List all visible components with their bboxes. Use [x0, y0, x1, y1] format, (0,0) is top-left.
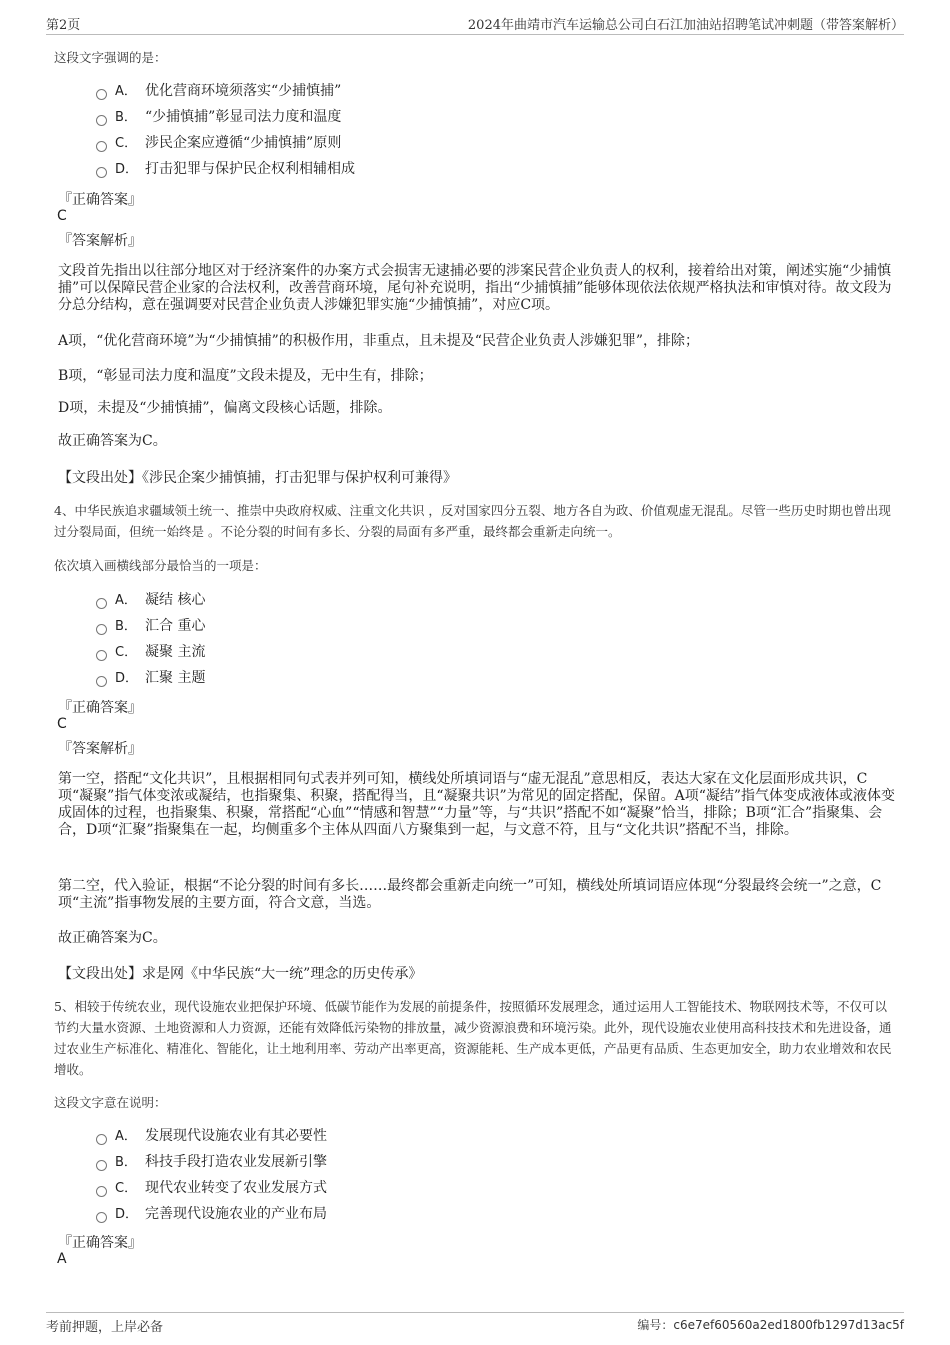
- document-title: 2024年曲靖市汽车运输总公司白石江加油站招聘笔试冲刺题（带答案解析）: [467, 18, 904, 33]
- radio-icon[interactable]: [96, 598, 107, 609]
- q3-option-a[interactable]: A． 优化营商环境须落实“少捕慎捕”: [96, 78, 355, 104]
- q4-intro: 4、中华民族追求疆域领土统一、推崇中央政府权威、注重文化共识 ，反对国家四分五裂、地方各自为政、价值观虚无混乱。尽管一些历史时期也曾出现过分裂局面，但统一始终是 。不论分裂的时间有多长、分裂的局面有多严重，最终都会重新走向统一。: [54, 503, 891, 539]
- q4-option-b[interactable]: B． 汇合 重心: [96, 613, 205, 639]
- radio-icon[interactable]: [96, 1186, 107, 1197]
- radio-icon[interactable]: [96, 89, 107, 100]
- page-header: [46, 14, 904, 35]
- radio-icon[interactable]: [96, 115, 107, 126]
- q4-analysis-second-blank: 第二空，代入验证，根据“不论分裂的时间有多长……最终都会重新走向统一”可知，横线处所填词语应体现“分裂最终会统一”之意，C项“主流”指事物发展的主要方面，符合文意，当选。: [58, 878, 882, 911]
- q3-answer: C: [57, 208, 67, 224]
- q5-intro: 5、相较于传统农业，现代设施农业把保护环境、低碳节能作为发展的前提条件，按照循环发展理念，通过运用人工智能技术、物联网技术等，不仅可以节约大量水资源、土地资源和人力资源，还能有效降低污染物的排放量，减少资源浪费和环境污染。此外，现代设施农业使用高科技技术和先进设备，通过农业生产标准化、精准化、智能化，让土地利用率、劳动产出率更高，资源能耗、生产成本更低，产品更有品质、生态更加安全，助力农业增效和农民增收。: [54, 999, 892, 1077]
- page-number: 第2页: [46, 18, 81, 33]
- q4-analysis-first-blank: 第一空，搭配“文化共识”，且根据相同句式表并列可知，横线处所填词语与“虚无混乱”意思相反，表达大家在文化层面形成共识，C项“凝聚”指气体变浓或凝结，也指聚集、积聚，搭配得当，且“凝聚共识”为常见的固定搭配，保留。A项“凝结”指气体变成液体或液体变成固体的过程，也指聚集、积聚，常搭配“心血”“情感和智慧”“力量”等，与“共识”搭配不如“凝聚”恰当，排除；B项“汇合”指聚集、会合，D项“汇聚”指聚集在一起，均侧重多个主体从四面八方聚集到一起，与文意不符，且与“文化共识”搭配不当，排除。: [58, 771, 896, 838]
- footer-slogan: 考前押题，上岸必备: [46, 1320, 164, 1335]
- document-code-label: 编号：: [637, 1318, 674, 1332]
- q3-analysis-a: A项，“优化营商环境”为“少捕慎捕”的积极作用，非重点，且未提及“民营企业负责人涉嫌犯罪”，排除；: [58, 333, 700, 349]
- radio-icon[interactable]: [96, 650, 107, 661]
- q3-options: [96, 78, 355, 182]
- q4-options: [96, 587, 205, 691]
- q4-option-c[interactable]: C． 凝聚 主流: [96, 639, 205, 665]
- q4-conclusion: 故正确答案为C。: [58, 930, 167, 946]
- document-code-value: c6e7ef60560a2ed1800fb1297d13ac5f: [673, 1318, 904, 1332]
- q4-option-d[interactable]: D． 汇聚 主题: [96, 665, 205, 691]
- q5-option-c[interactable]: C． 现代农业转变了农业发展方式: [96, 1175, 327, 1201]
- q3-option-c[interactable]: C． 涉民企案应遵循“少捕慎捕”原则: [96, 130, 355, 156]
- radio-icon[interactable]: [96, 676, 107, 687]
- radio-icon[interactable]: [96, 1212, 107, 1223]
- q4-option-a[interactable]: A． 凝结 核心: [96, 587, 205, 613]
- q4-answer: C: [57, 716, 67, 732]
- q5-options: [96, 1123, 327, 1227]
- radio-icon[interactable]: [96, 141, 107, 152]
- q5-option-b[interactable]: B． 科技手段打造农业发展新引擎: [96, 1149, 327, 1175]
- q3-analysis-label: 『答案解析』: [58, 233, 142, 249]
- q3-answer-label: 『正确答案』: [58, 192, 142, 208]
- radio-icon[interactable]: [96, 1160, 107, 1171]
- q3-option-b[interactable]: B． “少捕慎捕”彰显司法力度和温度: [96, 104, 355, 130]
- radio-icon[interactable]: [96, 624, 107, 635]
- q3-option-d[interactable]: D． 打击犯罪与保护民企权利相辅相成: [96, 156, 355, 182]
- q3-source: 【文段出处】《涉民企案少捕慎捕，打击犯罪与保护权利可兼得》: [58, 470, 457, 486]
- q5-answer: A: [57, 1251, 67, 1267]
- q4-source: 【文段出处】求是网《中华民族“大一统”理念的历史传承》: [58, 966, 423, 982]
- q3-analysis-b: B项，“彰显司法力度和温度”文段未提及，无中生有，排除；: [58, 368, 433, 384]
- q3-stem: 这段文字强调的是：: [54, 50, 167, 65]
- q5-answer-label: 『正确答案』: [58, 1235, 142, 1251]
- q3-analysis-main: 文段首先指出以往部分地区对于经济案件的办案方式会损害无逮捕必要的涉案民营企业负责人的权利，接着给出对策，阐述实施“少捕慎捕”可以保障民营企业家的合法权利，改善营商环境，尾句补充说明，指出“少捕慎捕”能够体现依法依规严格执法和审慎对待。故文段为分总分结构，意在强调要对民营企业负责人涉嫌犯罪实施“少捕慎捕”，对应C项。: [58, 263, 892, 313]
- q5-option-a[interactable]: A． 发展现代设施农业有其必要性: [96, 1123, 327, 1149]
- q4-analysis-label: 『答案解析』: [58, 741, 142, 757]
- q5-stem: 这段文字意在说明：: [54, 1095, 167, 1110]
- radio-icon[interactable]: [96, 167, 107, 178]
- q3-conclusion: 故正确答案为C。: [58, 433, 167, 449]
- page-footer: [46, 1312, 904, 1338]
- q4-answer-label: 『正确答案』: [58, 700, 142, 716]
- q5-option-d[interactable]: D． 完善现代设施农业的产业布局: [96, 1201, 327, 1227]
- q4-stem: 依次填入画横线部分最恰当的一项是：: [54, 558, 267, 573]
- q3-analysis-d: D项，未提及“少捕慎捕”，偏离文段核心话题，排除。: [58, 400, 392, 416]
- radio-icon[interactable]: [96, 1134, 107, 1145]
- document-code: [637, 1316, 904, 1333]
